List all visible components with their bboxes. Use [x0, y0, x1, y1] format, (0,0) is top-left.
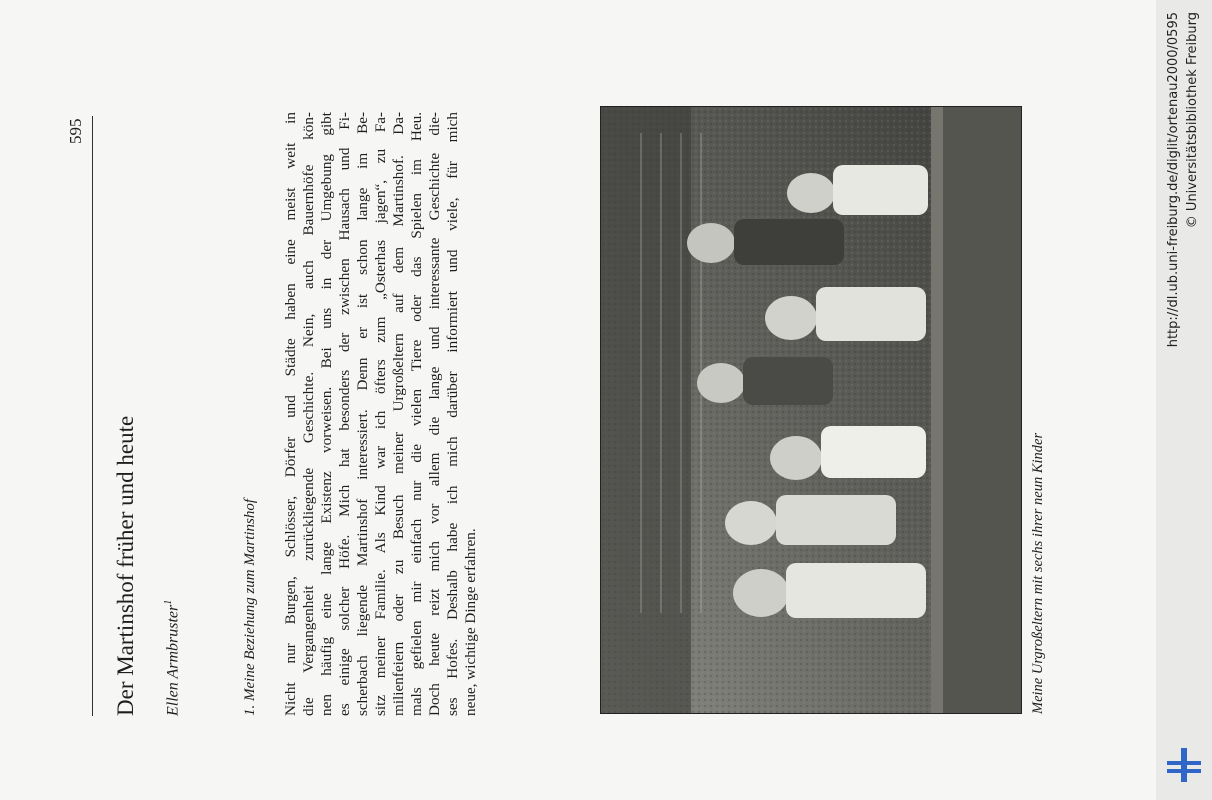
body-line: Nicht nur Burgen, Schlösser, Dörfer und Städte haben eine meist weit in — [282, 112, 299, 716]
library-logo-graphic — [1163, 748, 1205, 782]
library-logo-icon — [1163, 748, 1205, 782]
copyright-notice: © Universitätsbibliothek Freiburg — [1185, 12, 1200, 229]
family-photo — [600, 106, 1022, 714]
author-footnote-marker: 1 — [163, 599, 174, 605]
permalink-url[interactable]: http://dl.ub.uni-freiburg.de/diglit/ortenau2000/0595 — [1166, 12, 1181, 348]
header-rule — [92, 116, 93, 716]
body-line: es einige solcher Höfe. Mich hat besonders der zwischen Hausach und Fi- — [336, 112, 353, 716]
article-title: Der Martinshof früher und heute — [113, 415, 138, 716]
body-paragraph — [282, 112, 480, 716]
section-heading: 1. Meine Beziehung zum Martinshof — [242, 498, 258, 716]
body-line: Doch heute reizt mich vor allem die lange und interessante Geschichte die- — [426, 112, 443, 716]
page-number: 595 — [66, 118, 85, 144]
photo-caption: Meine Urgroßeltern mit sechs ihrer neun Kinder — [1030, 432, 1046, 714]
body-line: neue, wichtige Dinge erfahren. — [462, 528, 479, 716]
sidebar-rotated-text — [1156, 0, 1212, 800]
family-photo-illustration — [601, 107, 1021, 713]
body-line: milienfeiern oder zu Besuch meiner Urgroßeltern auf dem Martinshof. Da- — [390, 112, 407, 716]
library-sidebar — [1156, 0, 1212, 800]
article-author — [163, 600, 182, 716]
body-line: sitz meiner Familie. Als Kind war ich öfters zum „Osterhas jagen“, zu Fa- — [372, 112, 389, 716]
body-line: mals gefielen mir einfach nur die vielen Tiere oder das Spielen im Heu. — [408, 112, 425, 716]
body-line: die Vergangenheit zurückliegende Geschichte. Nein, auch Bauernhöfe kön- — [300, 112, 317, 716]
body-line: scherbach liegende Martinshof interessiert. Denn er ist schon lange im Be- — [354, 112, 371, 716]
body-line: nen häufig eine lange Existenz vorweisen. Bei uns in der Umgebung gibt — [318, 112, 335, 716]
body-line: ses Hofes. Deshalb habe ich mich darüber informiert und viele, für mich — [444, 112, 461, 716]
author-name: Ellen Armbruster — [164, 604, 182, 716]
